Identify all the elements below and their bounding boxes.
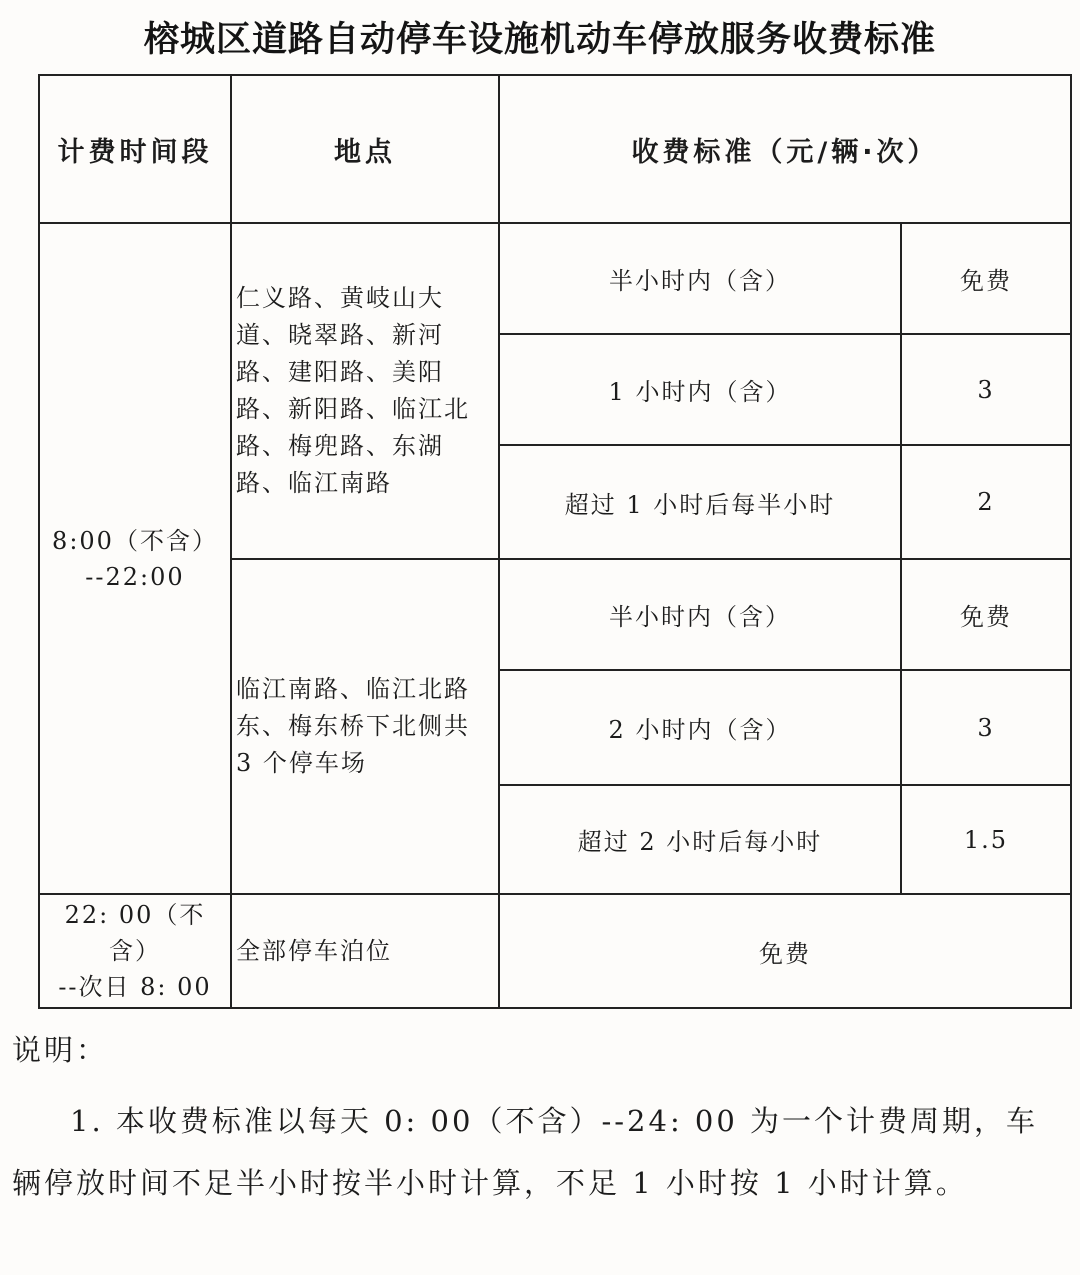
duration-cell: 超过 1 小时后每半小时 xyxy=(499,445,901,559)
location-group-2: 临江南路、临江北路东、梅东桥下北侧共 3 个停车场 xyxy=(231,559,499,894)
header-standard: 收费标准（元/辆·次） xyxy=(499,75,1071,223)
fee-cell: 2 xyxy=(901,445,1071,559)
period-daytime: 8:00（不含） --22:00 xyxy=(39,223,231,894)
duration-cell: 1 小时内（含） xyxy=(499,334,901,445)
duration-cell: 2 小时内（含） xyxy=(499,670,901,785)
fee-cell: 3 xyxy=(901,670,1071,785)
duration-cell: 半小时内（含） xyxy=(499,223,901,334)
table-row xyxy=(39,223,1071,334)
document-title: 榕城区道路自动停车设施机动车停放服务收费标准 xyxy=(143,20,936,60)
location-all: 全部停车泊位 xyxy=(231,894,499,1008)
note-item: 1. 本收费标准以每天 0: 00（不含）--24: 00 为一个计费周期，车辆停放时间不足半小时按半小时计算，不足 1 小时按 1 小时计算。 xyxy=(12,1104,1039,1200)
duration-cell: 超过 2 小时后每小时 xyxy=(499,785,901,894)
fee-table xyxy=(38,74,1072,1009)
notes-heading: 说明： xyxy=(12,1033,109,1067)
fee-cell: 3 xyxy=(901,334,1071,445)
fee-cell: 1.5 xyxy=(901,785,1071,894)
table-header-row xyxy=(39,75,1071,223)
location-group-1: 仁义路、黄岐山大道、晓翠路、新河路、建阳路、美阳路、新阳路、临江北路、梅兜路、东湖路、临江南路 xyxy=(231,223,499,559)
period-night: 22: 00（不含） --次日 8: 00 xyxy=(39,894,231,1008)
header-period: 计费时间段 xyxy=(39,75,231,223)
header-location: 地点 xyxy=(231,75,499,223)
duration-cell: 半小时内（含） xyxy=(499,559,901,670)
fee-cell-night: 免费 xyxy=(499,894,1071,1008)
fee-cell: 免费 xyxy=(901,559,1071,670)
table-row xyxy=(39,894,1071,1008)
fee-cell: 免费 xyxy=(901,223,1071,334)
